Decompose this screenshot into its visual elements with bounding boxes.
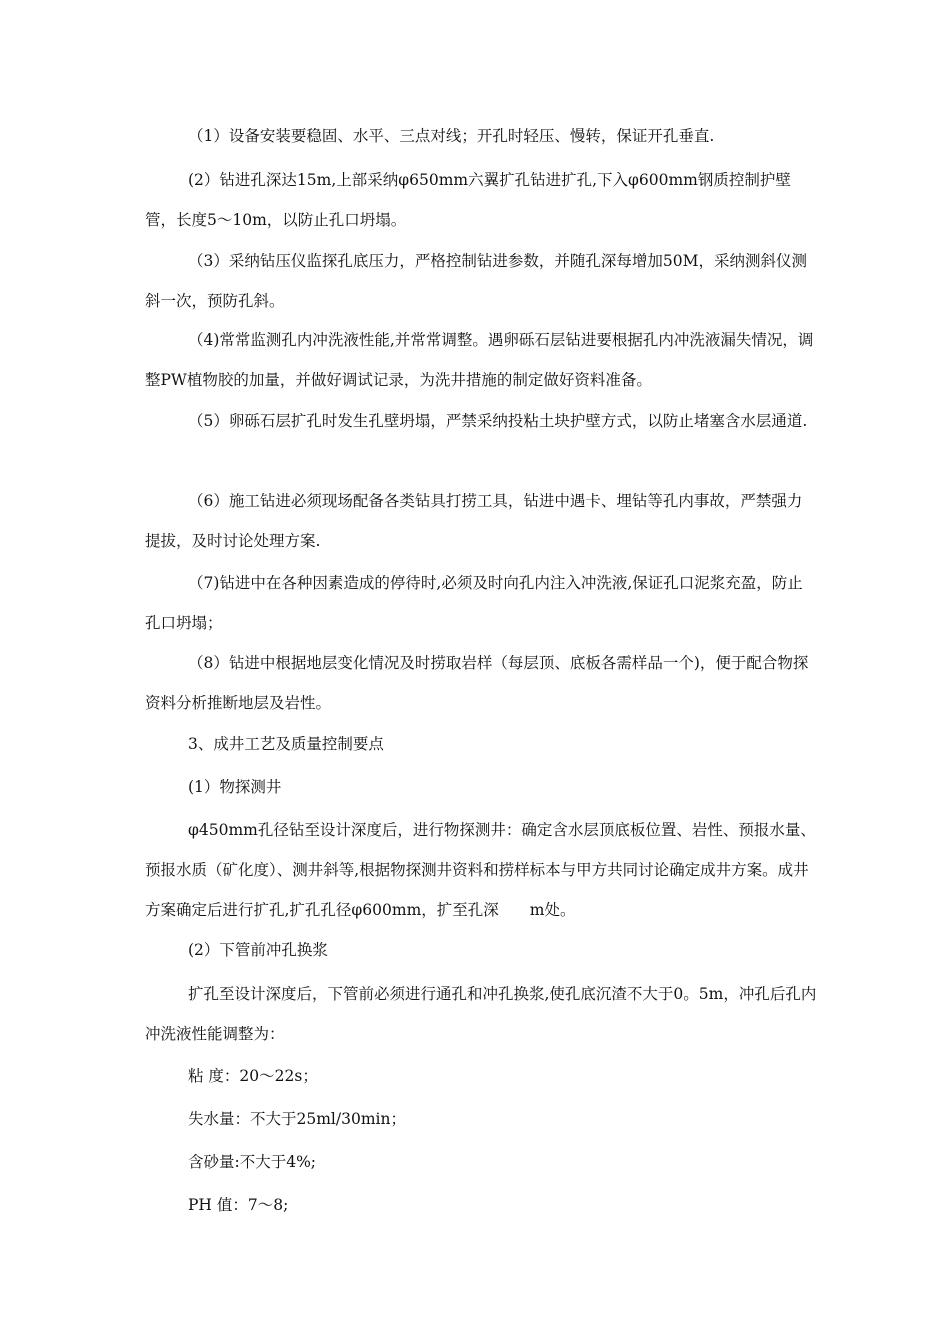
paragraph-5: （5）卵砾石层扩孔时发生孔壁坍塌，严禁采纳投粘土块护壁方式，以防止堵塞含水层通道. <box>188 412 808 430</box>
spec-viscosity: 粘 度：20～22s； <box>188 1067 318 1085</box>
paragraph-10: 扩孔至设计深度后，下管前必须进行通孔和冲孔换浆,使孔底沉渣不大于0。5m，冲孔后孔内冲洗液性能调整为： <box>145 985 817 1043</box>
subheading-2: (2）下管前冲孔换浆 <box>188 941 328 959</box>
paragraph-7: （7)钻进中在各种因素造成的停待时,必须及时向孔内注入冲洗液,保证孔口泥浆充盈，防止孔口坍塌； <box>145 574 803 632</box>
paragraph-9: φ450mm孔径钻至设计深度后，进行物探测井：确定含水层顶底板位置、岩性、预报水量、预报水质（矿化度）、测井斜等,根据物探测井资料和捞样标本与甲方共同讨论确定成井方案。成井方案确定后进行扩孔,扩孔孔径φ600mm，扩至孔深 m处。 <box>145 821 816 919</box>
paragraph-1: （1）设备安装要稳固、水平、三点对线；开孔时轻压、慢转，保证开孔垂直. <box>188 127 715 145</box>
paragraph-3: （3）采纳钻压仪监探孔底压力，严格控制钻进参数，并随孔深每增加50M，采纳测斜仪测斜一次，预防孔斜。 <box>145 252 807 310</box>
spec-ph: PH 值：7～8; <box>188 1196 289 1214</box>
paragraph-2: (2）钻进孔深达15m,上部采纳φ650mm六翼扩孔钻进扩孔,下入φ600mm钢质控制护壁管，长度5～10m，以防止孔口坍塌。 <box>145 171 791 229</box>
paragraph-6: （6）施工钻进必须现场配备各类钻具打捞工具，钻进中遇卡、埋钻等孔内事故，严禁强力提拔，及时讨论处理方案. <box>145 492 803 550</box>
section-heading: 3、成井工艺及质量控制要点 <box>188 735 384 753</box>
subheading-1: (1）物探测井 <box>188 778 282 796</box>
spec-sand-content: 含砂量:不大于4%; <box>188 1153 317 1171</box>
spec-water-loss: 失水量：不大于25ml/30min； <box>188 1110 406 1128</box>
paragraph-4: （4)常常监测孔内冲洗液性能,并常常调整。遇卵砾石层钻进要根据孔内冲洗液漏失情况，调整PW植物胶的加量，并做好调试记录，为洗井措施的制定做好资料准备。 <box>145 331 814 389</box>
paragraph-8: （8）钻进中根据地层变化情况及时捞取岩样（每层顶、底板各需样品一个)，便于配合物探资料分析推断地层及岩性。 <box>145 654 809 712</box>
